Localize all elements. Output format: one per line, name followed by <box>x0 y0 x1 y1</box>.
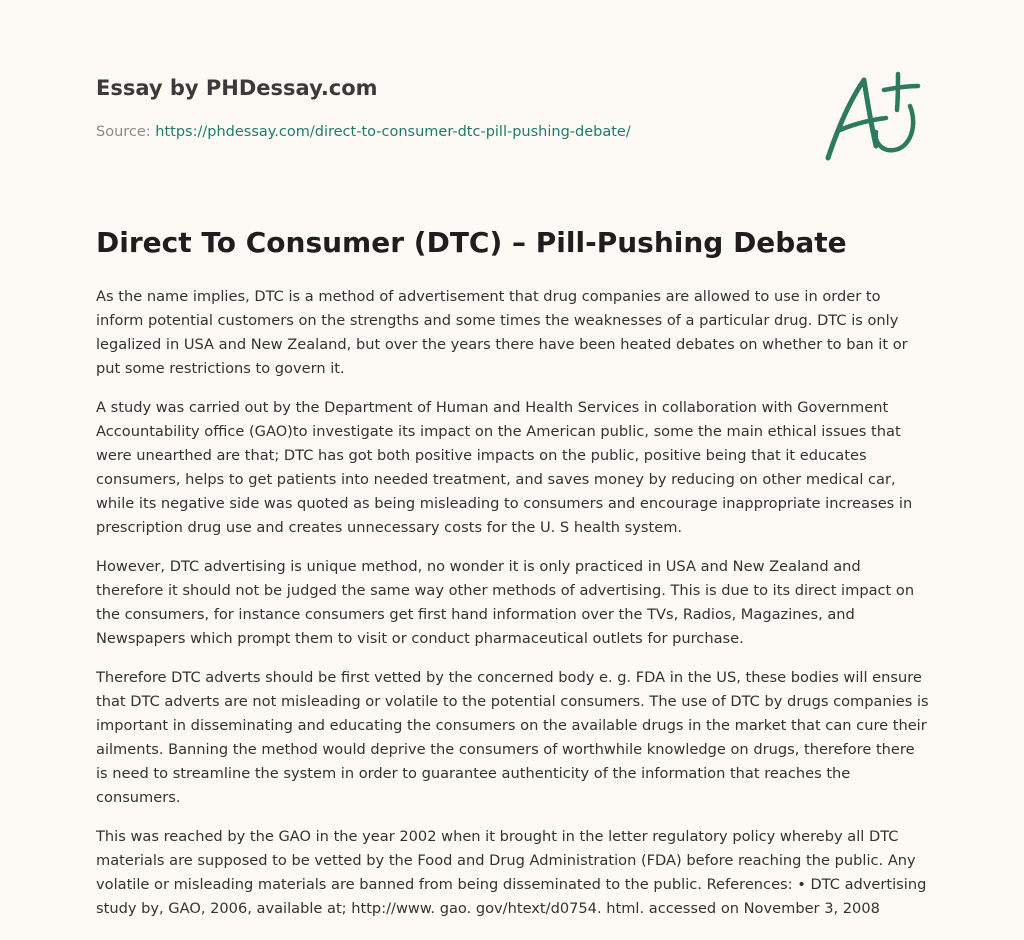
logo-plus-horizontal <box>884 86 918 90</box>
article-paragraph: As the name implies, DTC is a method of advertisement that drug companies are allowed to use in order to inform potential customers on the strengths and some times the weaknesses of a particular drug. DTC is only legalized in USA and New Zealand, but over the years there have been heated debates on whether to ban it or put some restrictions to govern it. <box>96 288 908 377</box>
article-paragraph: This was reached by the GAO in the year 2002 when it brought in the letter regulatory policy whereby all DTC materials are supposed to be vetted by the Food and Drug Administration (FDA) before reaching the public. Any volatile or misleading materials are banned from being disseminated to the public. References: • DTC advertising study by, GAO, 2006, available at; http://www. gao. gov/htext/d0754. html. accessed on November 3, 2008 <box>96 828 927 917</box>
site-brand: Essay by PHDessay.com <box>96 76 378 100</box>
logo-a-crossbar <box>840 118 886 130</box>
article-paragraph: A study was carried out by the Department of Human and Health Services in collaboration with Government Accountability office (GAO)to investigate its impact on the American public, some the main ethical issues that were unearthed are that; DTC has got both positive impacts on the public, positive being that it educates consumers, helps to get patients into needed treatment, and saves money by reducing on other medical car, while its negative side was quoted as being misleading to consumers and encourage inappropriate increases in prescription drug use and creates unnecessary costs for the U. S health system. <box>96 399 913 536</box>
article-title: Direct To Consumer (DTC) – Pill-Pushing Debate <box>96 226 847 259</box>
logo-swoosh <box>876 106 913 150</box>
source-line <box>96 124 631 140</box>
source-link[interactable]: https://phdessay.com/direct-to-consumer-dtc-pill-pushing-debate/ <box>155 124 631 140</box>
logo-plus-vertical <box>897 74 898 110</box>
article-body <box>96 285 930 936</box>
article-paragraph: Therefore DTC adverts should be first vetted by the concerned body e. g. FDA in the US, these bodies will ensure that DTC adverts are not misleading or volatile to the potential consumers. The use of DTC by drugs companies is important in disseminating and educating the consumers on the available drugs in the market that can cure their ailments. Banning the method would deprive the consumers of worthwhile knowledge on drugs, therefore there is need to streamline the system in order to guarantee authenticity of the information that reaches the consumers. <box>96 669 929 806</box>
source-label: Source: <box>96 124 151 140</box>
article-paragraph: However, DTC advertising is unique method, no wonder it is only practiced in USA and New Zealand and therefore it should not be judged the same way other methods of advertising. This is due to its direct impact on the consumers, for instance consumers get first hand information over the TVs, Radios, Magazines, and Newspapers which prompt them to visit or conduct pharmaceutical outlets for purchase. <box>96 558 915 647</box>
a-plus-logo-icon <box>814 66 926 166</box>
logo-a-left-stroke <box>828 80 864 158</box>
